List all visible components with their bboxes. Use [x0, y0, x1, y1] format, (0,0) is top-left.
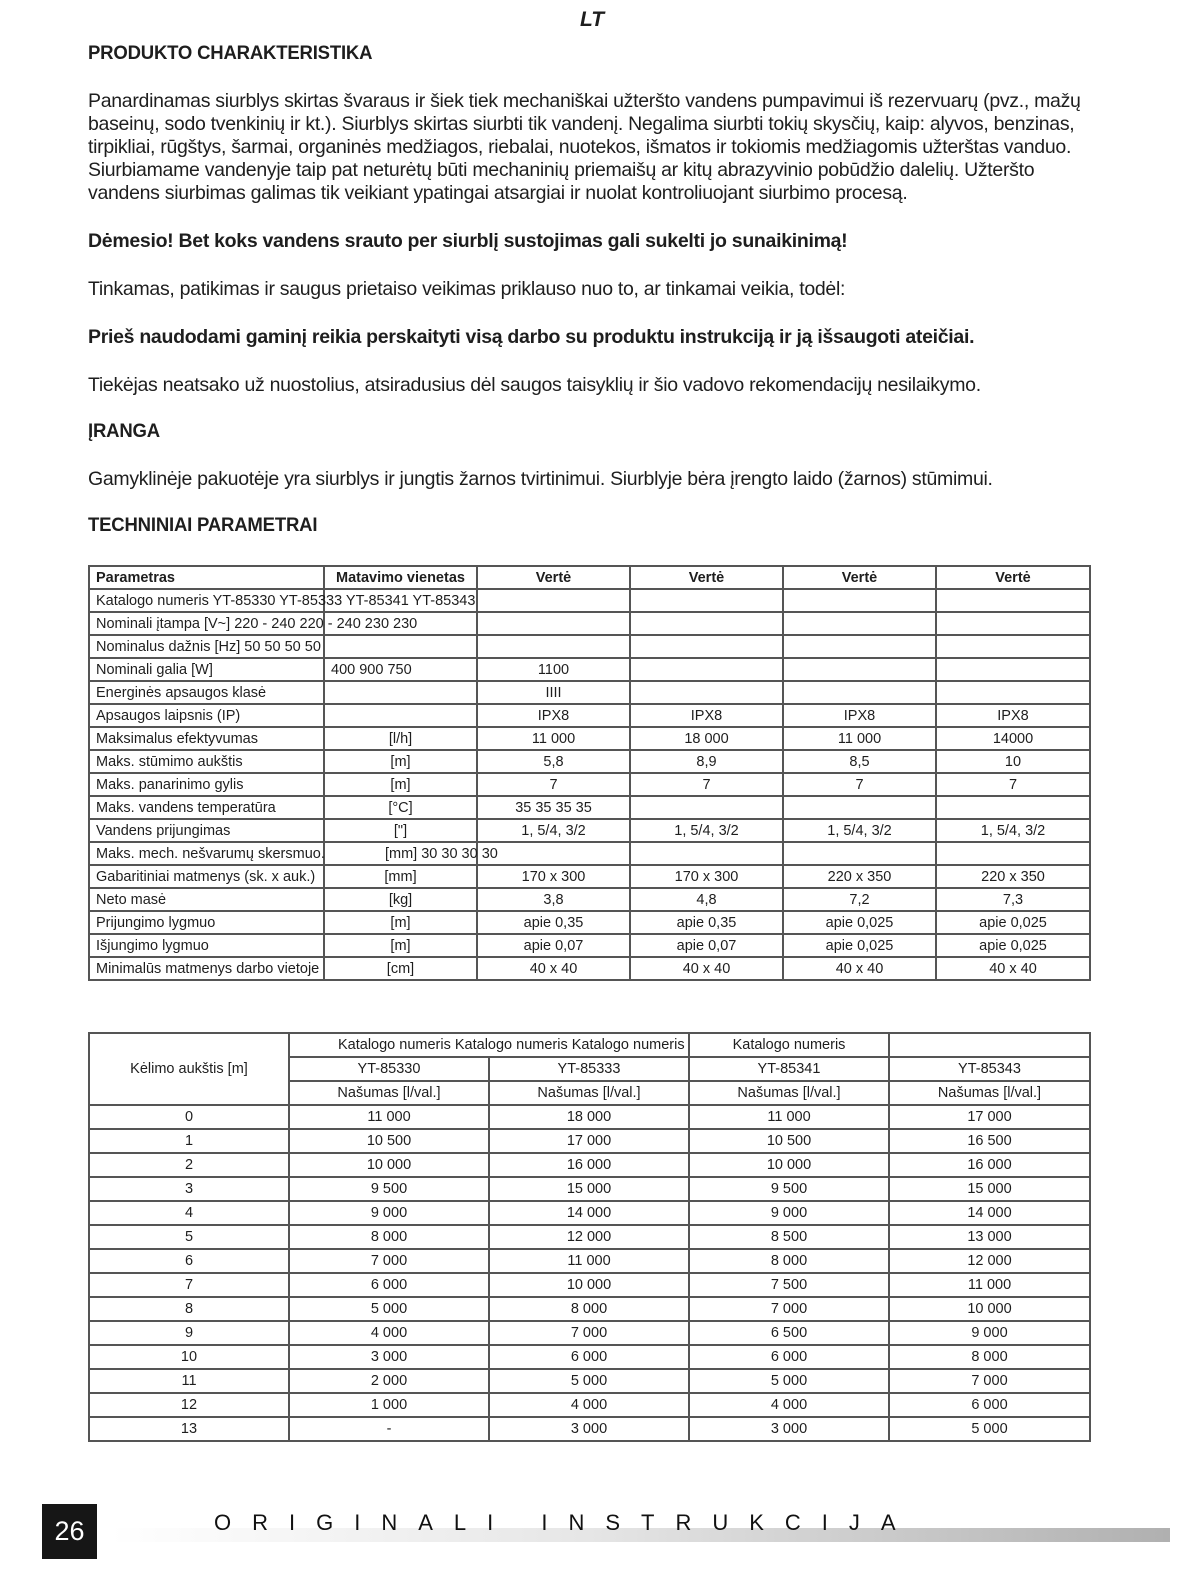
spec-value-cell: 4,8: [630, 888, 783, 911]
capacity-cell: 3 000: [489, 1417, 689, 1441]
spec-value-cell: [783, 635, 936, 658]
capacity-cell: 16 000: [889, 1153, 1090, 1177]
spec-value-cell: IPX8: [783, 704, 936, 727]
characteristics-text: Panardinamas siurblys skirtas švaraus ir šiek tiek mechaniškai užteršto vandens pumpavimui iš rezervuarų (pvz., mažų baseinų, sodo tvenkinių ir kt.). Siurblys skirtas siurbti tik vandenį. Negalima siurbti tokių skysčių, kaip: alyvos, benzinas, tirpikliai, rūgštys, šarmai, organinės medžiagos, riebalai, nuotekos, išmatos ir tokiomis medžiagomis užterštas vanduo. Siurbiamame vandenyje taip pat neturėtų būti mechaninių priemaišų ar kitų abrazyvinio pobūdžio dalelių. Užteršto vandens siurbimas galimas tik veikiant ypatingai atsargiai ir nuolat kontroliuojant siurbimo procesą.: [88, 90, 1081, 204]
perf-row: [89, 1249, 1090, 1273]
capacity-cell: 4 000: [289, 1321, 489, 1345]
capacity-cell: 9 000: [889, 1321, 1090, 1345]
footer-text: ORIGINALI INSTRUKCIJA: [214, 1510, 917, 1535]
page-number: 26: [42, 1504, 97, 1559]
spec-value-cell: 40 x 40: [630, 957, 783, 980]
capacity-cell: 10 000: [689, 1153, 889, 1177]
capacity-cell: 8 000: [689, 1249, 889, 1273]
capacity-cell: 8 000: [889, 1345, 1090, 1369]
capacity-cell: 18 000: [489, 1105, 689, 1129]
spec-param-cell: Apsaugos laipsnis (IP): [89, 704, 324, 727]
spec-param-cell: Maks. stūmimo aukštis: [89, 750, 324, 773]
capacity-cell: -: [289, 1417, 489, 1441]
spec-header-cell: Vertė: [783, 566, 936, 589]
spec-param-cell: Maks. vandens temperatūra: [89, 796, 324, 819]
spec-param-cell: Katalogo numeris YT-85330 YT-85333 YT-85341 YT-85343: [89, 589, 324, 612]
spec-value-cell: 40 x 40: [783, 957, 936, 980]
lift-height-cell: 3: [89, 1177, 289, 1201]
spec-row: [89, 842, 1090, 865]
spec-row: [89, 727, 1090, 750]
lift-height-cell: 2: [89, 1153, 289, 1177]
capacity-cell: 6 000: [289, 1273, 489, 1297]
spec-value-cell: 7,2: [783, 888, 936, 911]
spec-value-cell: IIII: [477, 681, 630, 704]
spec-value-cell: [477, 635, 630, 658]
spec-value-cell: 40 x 40: [477, 957, 630, 980]
perf-row: [89, 1225, 1090, 1249]
capacity-cell: 9 000: [289, 1201, 489, 1225]
spec-value-cell: 7: [477, 773, 630, 796]
capacity-cell: 10 500: [689, 1129, 889, 1153]
spec-value-cell: 400 900 750: [324, 658, 477, 681]
catalog-header-empty: [889, 1033, 1090, 1057]
spec-value-cell: 14000: [936, 727, 1090, 750]
spec-value-cell: [477, 612, 630, 635]
capacity-cell: 9 500: [689, 1177, 889, 1201]
capacity-cell: 4 000: [489, 1393, 689, 1417]
capacity-cell: 8 000: [289, 1225, 489, 1249]
capacity-cell: 15 000: [889, 1177, 1090, 1201]
spec-value-cell: 7: [783, 773, 936, 796]
capacity-cell: 3 000: [289, 1345, 489, 1369]
spec-value-cell: 8,9: [630, 750, 783, 773]
lift-height-cell: 10: [89, 1345, 289, 1369]
spec-header-row: [89, 566, 1090, 589]
proper-operation-text: Tinkamas, patikimas ir saugus prietaiso veikimas priklauso nuo to, ar tinkamai veikia, todėl:: [88, 278, 846, 300]
capacity-cell: 6 000: [889, 1393, 1090, 1417]
capacity-cell: 6 500: [689, 1321, 889, 1345]
spec-value-cell: apie 0,025: [936, 934, 1090, 957]
spec-header-cell: Parametras: [89, 566, 324, 589]
capacity-cell: 16 000: [489, 1153, 689, 1177]
capacity-cell: 11 000: [689, 1105, 889, 1129]
spec-value-cell: 5,8: [477, 750, 630, 773]
capacity-cell: 3 000: [689, 1417, 889, 1441]
spec-value-cell: 1100: [477, 658, 630, 681]
lift-height-cell: 13: [89, 1417, 289, 1441]
spec-value-cell: 40 x 40: [936, 957, 1090, 980]
spec-row: [89, 612, 1090, 635]
capacity-cell: 7 000: [889, 1369, 1090, 1393]
spec-value-cell: [936, 635, 1090, 658]
equipment-text: Gamyklinėje pakuotėje yra siurblys ir jungtis žarnos tvirtinimui. Siurblyje bėra įrengto laido (žarnos) stūmimui.: [88, 468, 993, 490]
spec-value-cell: [783, 612, 936, 635]
perf-row: [89, 1201, 1090, 1225]
capacity-cell: 11 000: [289, 1105, 489, 1129]
spec-value-cell: [630, 658, 783, 681]
capacity-cell: 13 000: [889, 1225, 1090, 1249]
spec-table: [88, 565, 1091, 981]
tech-params-title: TECHNINIAI PARAMETRAI: [88, 514, 318, 536]
spec-row: [89, 750, 1090, 773]
spec-value-cell: [783, 681, 936, 704]
capacity-cell: 5 000: [689, 1369, 889, 1393]
spec-value-cell: [630, 635, 783, 658]
spec-row: [89, 911, 1090, 934]
spec-value-cell: [324, 635, 477, 658]
capacity-cell: 8 000: [489, 1297, 689, 1321]
spec-value-cell: apie 0,07: [477, 934, 630, 957]
spec-param-cell: Prijungimo lygmuo: [89, 911, 324, 934]
spec-param-cell: Maks. mech. nešvarumų skersmuo.: [89, 842, 324, 865]
capacity-cell: 6 000: [689, 1345, 889, 1369]
spec-row: [89, 704, 1090, 727]
spec-param-cell: Maksimalus efektyvumas: [89, 727, 324, 750]
spec-row: [89, 865, 1090, 888]
capacity-cell: 11 000: [889, 1273, 1090, 1297]
language-label: LT: [579, 8, 605, 31]
capacity-cell: 17 000: [889, 1105, 1090, 1129]
spec-header-cell: Vertė: [630, 566, 783, 589]
lift-height-cell: 0: [89, 1105, 289, 1129]
capacity-cell: 5 000: [289, 1297, 489, 1321]
perf-row: [89, 1129, 1090, 1153]
unit-cell: Našumas [l/val.]: [489, 1081, 689, 1105]
capacity-cell: 6 000: [489, 1345, 689, 1369]
spec-value-cell: [630, 681, 783, 704]
spec-value-cell: [936, 681, 1090, 704]
spec-value-cell: 7: [936, 773, 1090, 796]
capacity-cell: 5 000: [489, 1369, 689, 1393]
capacity-cell: 5 000: [889, 1417, 1090, 1441]
spec-value-cell: [°C]: [324, 796, 477, 819]
spec-value-cell: 35 35 35 35: [477, 796, 630, 819]
perf-row: [89, 1393, 1090, 1417]
performance-table: [88, 1032, 1091, 1442]
spec-value-cell: 170 x 300: [477, 865, 630, 888]
spec-value-cell: apie 0,35: [477, 911, 630, 934]
spec-value-cell: [936, 842, 1090, 865]
spec-value-cell: [630, 612, 783, 635]
spec-value-cell: 1, 5/4, 3/2: [477, 819, 630, 842]
spec-param-cell: Maks. panarinimo gylis: [89, 773, 324, 796]
capacity-cell: 17 000: [489, 1129, 689, 1153]
spec-value-cell: [kg]: [324, 888, 477, 911]
spec-value-cell: [m]: [324, 750, 477, 773]
capacity-cell: 7 000: [689, 1297, 889, 1321]
unit-cell: Našumas [l/val.]: [289, 1081, 489, 1105]
capacity-cell: 2 000: [289, 1369, 489, 1393]
perf-table-body: [89, 1105, 1090, 1441]
spec-value-cell: [324, 681, 477, 704]
model-cell: YT-85341: [689, 1057, 889, 1081]
capacity-cell: 10 000: [489, 1273, 689, 1297]
lift-height-header: Kėlimo aukštis [m]: [89, 1033, 289, 1105]
catalog-header: Katalogo numeris Katalogo numeris Katalogo numeris: [289, 1033, 689, 1057]
lift-height-cell: 7: [89, 1273, 289, 1297]
perf-header-row: [89, 1033, 1090, 1057]
perf-row: [89, 1321, 1090, 1345]
spec-value-cell: [936, 612, 1090, 635]
spec-value-cell: 170 x 300: [630, 865, 783, 888]
spec-row: [89, 957, 1090, 980]
spec-row: [89, 888, 1090, 911]
capacity-cell: 1 000: [289, 1393, 489, 1417]
model-cell: YT-85333: [489, 1057, 689, 1081]
spec-param-cell: Vandens prijungimas: [89, 819, 324, 842]
spec-value-cell: [m]: [324, 911, 477, 934]
capacity-cell: 12 000: [889, 1249, 1090, 1273]
capacity-cell: 10 000: [889, 1297, 1090, 1321]
spec-param-cell: Gabaritiniai matmenys (sk. x auk.): [89, 865, 324, 888]
spec-param-cell: Nominalus dažnis [Hz] 50 50 50 50: [89, 635, 324, 658]
spec-value-cell: [mm] 30 30 30 30: [324, 842, 477, 865]
spec-value-cell: [936, 796, 1090, 819]
spec-row: [89, 635, 1090, 658]
capacity-cell: 7 000: [289, 1249, 489, 1273]
spec-value-cell: 7: [630, 773, 783, 796]
spec-header-cell: Vertė: [477, 566, 630, 589]
spec-row: [89, 773, 1090, 796]
spec-header-cell: Vertė: [936, 566, 1090, 589]
spec-value-cell: [630, 589, 783, 612]
perf-row: [89, 1153, 1090, 1177]
spec-row: [89, 934, 1090, 957]
spec-value-cell: [477, 842, 630, 865]
spec-value-cell: apie 0,07: [630, 934, 783, 957]
lift-height-cell: 5: [89, 1225, 289, 1249]
spec-header-cell: Matavimo vienetas: [324, 566, 477, 589]
capacity-cell: 7 500: [689, 1273, 889, 1297]
spec-value-cell: [477, 589, 630, 612]
capacity-cell: 9 500: [289, 1177, 489, 1201]
spec-value-cell: 10: [936, 750, 1090, 773]
spec-value-cell: 220 x 350: [783, 865, 936, 888]
spec-param-cell: Minimalūs matmenys darbo vietoje: [89, 957, 324, 980]
lift-height-cell: 4: [89, 1201, 289, 1225]
catalog-header: Katalogo numeris: [689, 1033, 889, 1057]
capacity-cell: 10 000: [289, 1153, 489, 1177]
capacity-cell: 16 500: [889, 1129, 1090, 1153]
perf-row: [89, 1177, 1090, 1201]
spec-value-cell: 220 x 350: [936, 865, 1090, 888]
spec-row: [89, 819, 1090, 842]
spec-value-cell: 11 000: [783, 727, 936, 750]
spec-value-cell: ["]: [324, 819, 477, 842]
capacity-cell: 14 000: [889, 1201, 1090, 1225]
spec-row: [89, 589, 1090, 612]
spec-value-cell: [630, 796, 783, 819]
capacity-cell: 12 000: [489, 1225, 689, 1249]
spec-row: [89, 681, 1090, 704]
spec-value-cell: [783, 796, 936, 819]
spec-value-cell: 1, 5/4, 3/2: [936, 819, 1090, 842]
equipment-title: ĮRANGA: [88, 420, 160, 442]
perf-row: [89, 1297, 1090, 1321]
unit-cell: Našumas [l/val.]: [689, 1081, 889, 1105]
spec-value-cell: apie 0,025: [783, 911, 936, 934]
spec-value-cell: IPX8: [936, 704, 1090, 727]
lift-height-cell: 1: [89, 1129, 289, 1153]
lift-height-cell: 11: [89, 1369, 289, 1393]
capacity-cell: 14 000: [489, 1201, 689, 1225]
capacity-cell: 4 000: [689, 1393, 889, 1417]
spec-value-cell: [cm]: [324, 957, 477, 980]
capacity-cell: 15 000: [489, 1177, 689, 1201]
spec-value-cell: 8,5: [783, 750, 936, 773]
spec-value-cell: IPX8: [477, 704, 630, 727]
model-cell: YT-85330: [289, 1057, 489, 1081]
perf-row: [89, 1369, 1090, 1393]
spec-value-cell: 7,3: [936, 888, 1090, 911]
spec-value-cell: [936, 658, 1090, 681]
spec-value-cell: [783, 842, 936, 865]
spec-param-cell: Nominali įtampa [V~] 220 - 240 220 - 240 230 230: [89, 612, 324, 635]
perf-row: [89, 1345, 1090, 1369]
spec-value-cell: [m]: [324, 934, 477, 957]
lift-height-cell: 9: [89, 1321, 289, 1345]
spec-value-cell: 3,8: [477, 888, 630, 911]
lift-height-cell: 12: [89, 1393, 289, 1417]
spec-value-cell: IPX8: [630, 704, 783, 727]
spec-value-cell: [630, 842, 783, 865]
capacity-cell: 9 000: [689, 1201, 889, 1225]
spec-value-cell: 1, 5/4, 3/2: [783, 819, 936, 842]
capacity-cell: 11 000: [489, 1249, 689, 1273]
perf-row: [89, 1417, 1090, 1441]
spec-value-cell: [783, 658, 936, 681]
spec-value-cell: [l/h]: [324, 727, 477, 750]
characteristics-title: PRODUKTO CHARAKTERISTIKA: [88, 42, 373, 64]
spec-param-cell: Išjungimo lygmuo: [89, 934, 324, 957]
spec-value-cell: apie 0,35: [630, 911, 783, 934]
capacity-cell: 7 000: [489, 1321, 689, 1345]
spec-param-cell: Energinės apsaugos klasė: [89, 681, 324, 704]
page-content: [88, 42, 1098, 537]
spec-param-cell: Neto masė: [89, 888, 324, 911]
liability-text: Tiekėjas neatsako už nuostolius, atsiradusius dėl saugos taisyklių ir šio vadovo rekomendacijų nesilaikymo.: [88, 374, 981, 396]
perf-row: [89, 1105, 1090, 1129]
spec-row: [89, 796, 1090, 819]
unit-cell: Našumas [l/val.]: [889, 1081, 1090, 1105]
spec-value-cell: 11 000: [477, 727, 630, 750]
warning-text: Dėmesio! Bet koks vandens srauto per siurblį sustojimas gali sukelti jo sunaikinimą!: [88, 230, 848, 252]
capacity-cell: 10 500: [289, 1129, 489, 1153]
spec-row: [89, 658, 1090, 681]
spec-value-cell: 1, 5/4, 3/2: [630, 819, 783, 842]
spec-value-cell: 18 000: [630, 727, 783, 750]
spec-value-cell: [783, 589, 936, 612]
lift-height-cell: 8: [89, 1297, 289, 1321]
read-instructions-text: Prieš naudodami gaminį reikia perskaityti visą darbo su produktu instrukciją ir ją išsaugoti ateičiai.: [88, 326, 975, 348]
spec-param-cell: Nominali galia [W]: [89, 658, 324, 681]
lift-height-cell: 6: [89, 1249, 289, 1273]
capacity-cell: 8 500: [689, 1225, 889, 1249]
perf-row: [89, 1273, 1090, 1297]
model-cell: YT-85343: [889, 1057, 1090, 1081]
spec-table-body: [89, 589, 1090, 980]
spec-value-cell: [m]: [324, 773, 477, 796]
spec-value-cell: [324, 704, 477, 727]
spec-value-cell: [mm]: [324, 865, 477, 888]
spec-value-cell: [936, 589, 1090, 612]
spec-value-cell: apie 0,025: [783, 934, 936, 957]
spec-value-cell: apie 0,025: [936, 911, 1090, 934]
